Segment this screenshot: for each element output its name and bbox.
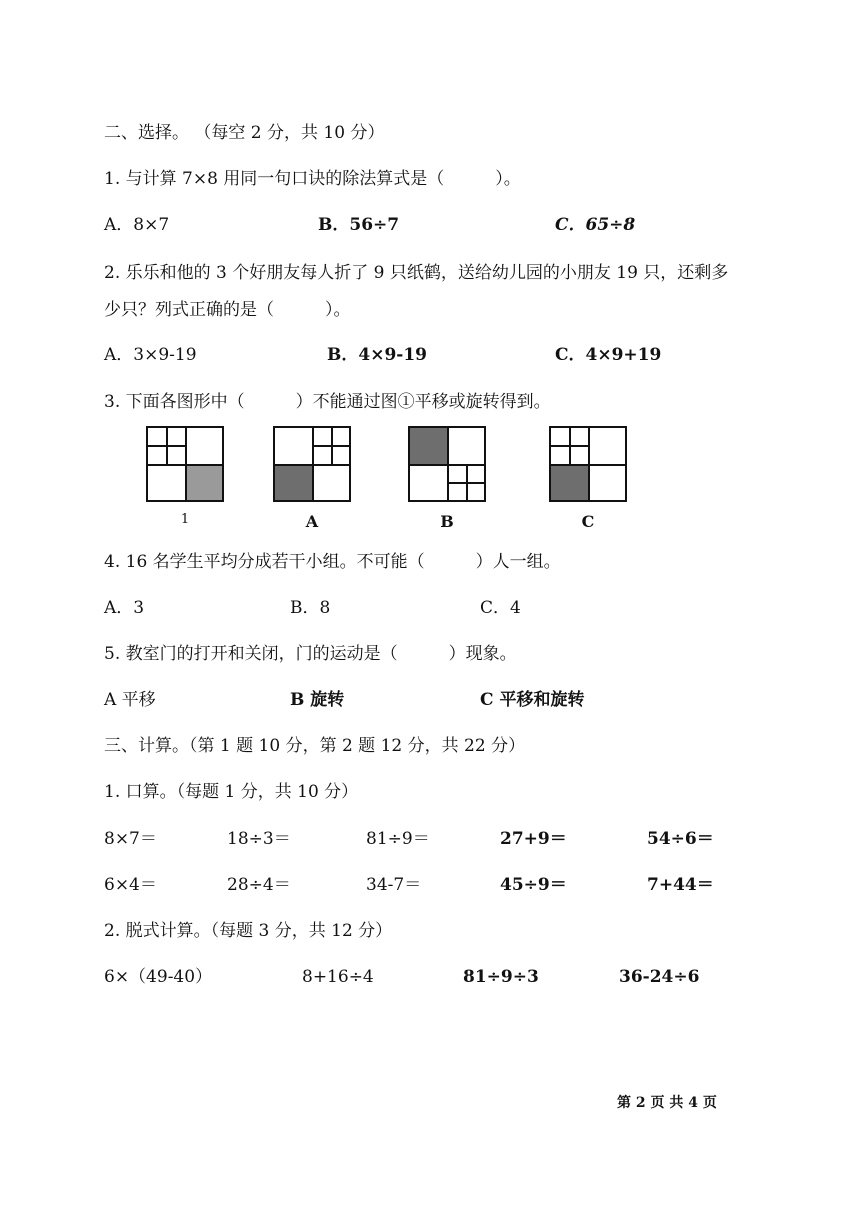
step-calculation-item: 8+16÷4 [302,967,374,987]
step-calculation-item: 6×（49-40） [104,967,213,987]
mental-math-item: 8×7＝ [104,829,157,849]
question-5-text: 5. 教室门的打开和关闭，门的运动是（ ）现象。 [104,644,517,664]
section-title-choice: 二、选择。 （每空 2 分，共 10 分） [104,123,385,143]
figure-c-shaded-cell [551,465,588,500]
mental-math-item: 81÷9＝ [366,829,430,849]
mental-math-item: 54÷6＝ [647,829,714,849]
question-1-text: 1. 与计算 7×8 用同一句口诀的除法算式是（ ）。 [104,169,521,189]
figure-b-label: B [440,512,454,531]
figure-a [273,426,351,502]
figure-c-label: C [581,512,595,531]
figure-1-shaded-cell [185,465,222,500]
question-4-text: 4. 16 名学生平均分成若干小组。不可能（ ）人一组。 [104,552,561,572]
figure-1-label: 1 [180,512,190,527]
figure-a-label: A [305,512,319,531]
figure-c [549,426,627,502]
question-4-option-c: C．4 [480,598,521,618]
calculation-part-2-title: 2. 脱式计算。（每题 3 分，共 12 分） [104,921,393,941]
step-calculation-item: 36-24÷6 [619,967,700,987]
question-1-option-c: C．65÷8 [555,215,636,235]
page-number: 第 2 页 共 4 页 [617,1095,717,1111]
question-2-text-line2: 少只？列式正确的是（ ）。 [104,300,351,320]
question-2-option-b: B．4×9-19 [327,345,427,365]
question-5-option-c: C 平移和旋转 [480,690,585,710]
question-1-option-b: B．56÷7 [318,215,400,235]
question-2-text-line1: 2. 乐乐和他的 3 个好朋友每人折了 9 只纸鹤，送给幼儿园的小朋友 19 只，还剩多 [104,263,729,283]
figure-b [408,426,486,502]
step-calculation-item: 81÷9÷3 [463,967,539,987]
figure-b-shaded-cell [410,428,447,464]
mental-math-item: 18÷3＝ [227,829,291,849]
question-3-text: 3. 下面各图形中（ ）不能通过图①平移或旋转得到。 [104,392,551,412]
question-2-option-a: A．3×9-19 [104,345,197,365]
mental-math-item: 6×4＝ [104,875,157,895]
mental-math-item: 45÷9＝ [500,875,567,895]
mental-math-item: 34-7＝ [366,875,422,895]
section-title-calculation: 三、计算。（第 1 题 10 分，第 2 题 12 分，共 22 分） [104,736,526,756]
figure-1 [146,426,224,502]
question-4-option-a: A．3 [104,598,145,618]
question-2-option-c: C．4×9+19 [555,345,662,365]
question-4-option-b: B．8 [290,598,331,618]
calculation-part-1-title: 1. 口算。（每题 1 分，共 10 分） [104,782,359,802]
mental-math-item: 28÷4＝ [227,875,291,895]
question-5-option-b: B 旋转 [290,690,345,710]
figure-a-shaded-cell [275,465,312,500]
question-5-option-a: A 平移 [104,690,156,710]
mental-math-item: 7+44＝ [647,875,714,895]
question-1-option-a: A．8×7 [104,215,170,235]
mental-math-item: 27+9＝ [500,829,567,849]
